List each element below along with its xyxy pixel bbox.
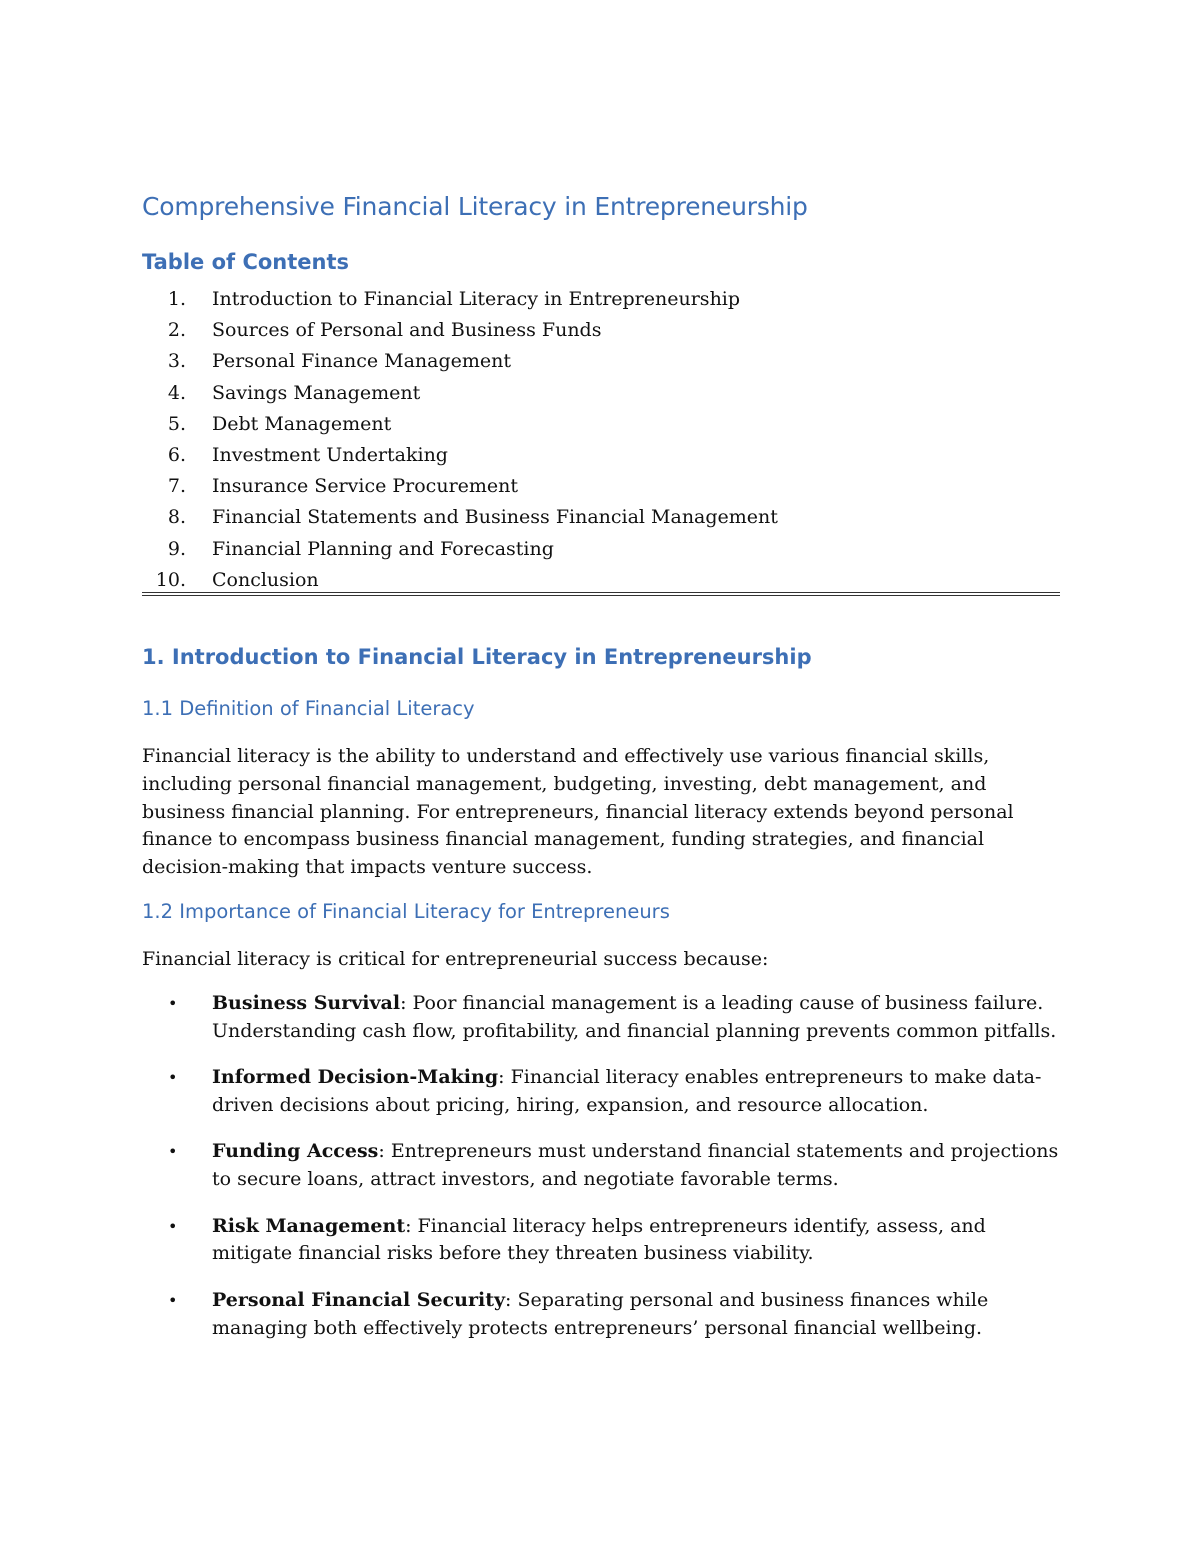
bullet-icon: • — [168, 994, 178, 1013]
bullet-text: : Financial literacy helps entrepreneurs identify, assess, and mitigate financial risks before they threaten business viability. — [212, 1214, 986, 1265]
toc-item-label: Investment Undertaking — [212, 443, 448, 466]
toc-item-number: 2. — [167, 319, 186, 342]
toc-item-number: 8. — [167, 506, 186, 529]
list-item — [142, 1138, 1060, 1194]
toc-item-label: Insurance Service Procurement — [212, 475, 519, 498]
bullet-term: Informed Decision-Making — [212, 1066, 499, 1089]
bullet-text: : Separating personal and business finances while managing both effectively protects entrepreneurs’ personal financial wellbeing. — [212, 1288, 989, 1339]
toc-item-label: Conclusion — [212, 568, 319, 591]
toc-item-label: Savings Management — [212, 381, 421, 404]
bullet-icon: • — [168, 1216, 178, 1236]
bullet-text: : Poor financial management is a leading cause of business failure. Understanding cash flow, profitability, and financial planning prevents common pitfalls. — [212, 992, 1057, 1042]
bullet-text: : Entrepreneurs must understand financial statements and projections to secure loans, attract investors, and negotiate favorable terms. — [212, 1140, 1059, 1191]
section-divider — [142, 592, 1060, 596]
bullet-icon: • — [168, 1290, 178, 1310]
subsection-heading-importance: 1.2 Importance of Financial Literacy for Entrepreneurs — [142, 900, 670, 923]
document-title: Comprehensive Financial Literacy in Entrepreneurship — [142, 192, 808, 221]
list-item — [142, 1213, 1060, 1269]
toc-item-number: 7. — [167, 475, 186, 498]
toc-item-number: 1. — [167, 288, 186, 310]
toc-item-number: 4. — [167, 381, 186, 404]
bullet-icon: • — [168, 1068, 178, 1088]
toc-item-label: Debt Management — [212, 412, 392, 435]
toc-item-label: Financial Planning and Forecasting — [212, 537, 554, 560]
toc-item-label: Personal Finance Management — [212, 350, 511, 373]
importance-list — [142, 990, 1060, 1361]
toc-item-number: 10. — [155, 568, 186, 591]
bullet-term: Risk Management — [212, 1214, 406, 1237]
importance-intro: Financial literacy is critical for entrepreneurial success because: — [142, 948, 769, 970]
bullet-term: Personal Financial Security — [212, 1288, 506, 1311]
toc-item-number: 5. — [167, 412, 186, 435]
bullet-icon: • — [168, 1142, 178, 1162]
toc-heading: Table of Contents — [142, 250, 350, 274]
list-item — [142, 1287, 1060, 1343]
toc-item-number: 6. — [167, 443, 186, 466]
list-item — [142, 1064, 1060, 1120]
toc-item-label: Introduction to Financial Literacy in Entrepreneurship — [212, 288, 741, 310]
toc-item-label: Sources of Personal and Business Funds — [212, 319, 602, 342]
bullet-term: Funding Access — [212, 1140, 379, 1163]
bullet-text: : Financial literacy enables entrepreneurs to make data-driven decisions about pricing, hiring, expansion, and resource allocation. — [212, 1066, 1042, 1116]
bullet-term: Business Survival — [212, 992, 401, 1014]
list-item — [142, 990, 1060, 1046]
toc-item-label: Financial Statements and Business Financial Management — [212, 506, 778, 529]
toc-item-number: 9. — [167, 537, 186, 560]
toc-item-number: 3. — [167, 350, 186, 373]
section-heading: 1. Introduction to Financial Literacy in Entrepreneurship — [142, 645, 812, 669]
definition-paragraph: Financial literacy is the ability to understand and effectively use various financial skills, including personal financial management, budgeting, investing, debt management, and business financial planning. For entrepreneurs, financial literacy extends beyond personal finance to encompass business financial management, funding strategies, and financial decision-making that impacts venture success. — [142, 745, 1014, 879]
subsection-heading-definition: 1.1 Definition of Financial Literacy — [142, 697, 475, 720]
